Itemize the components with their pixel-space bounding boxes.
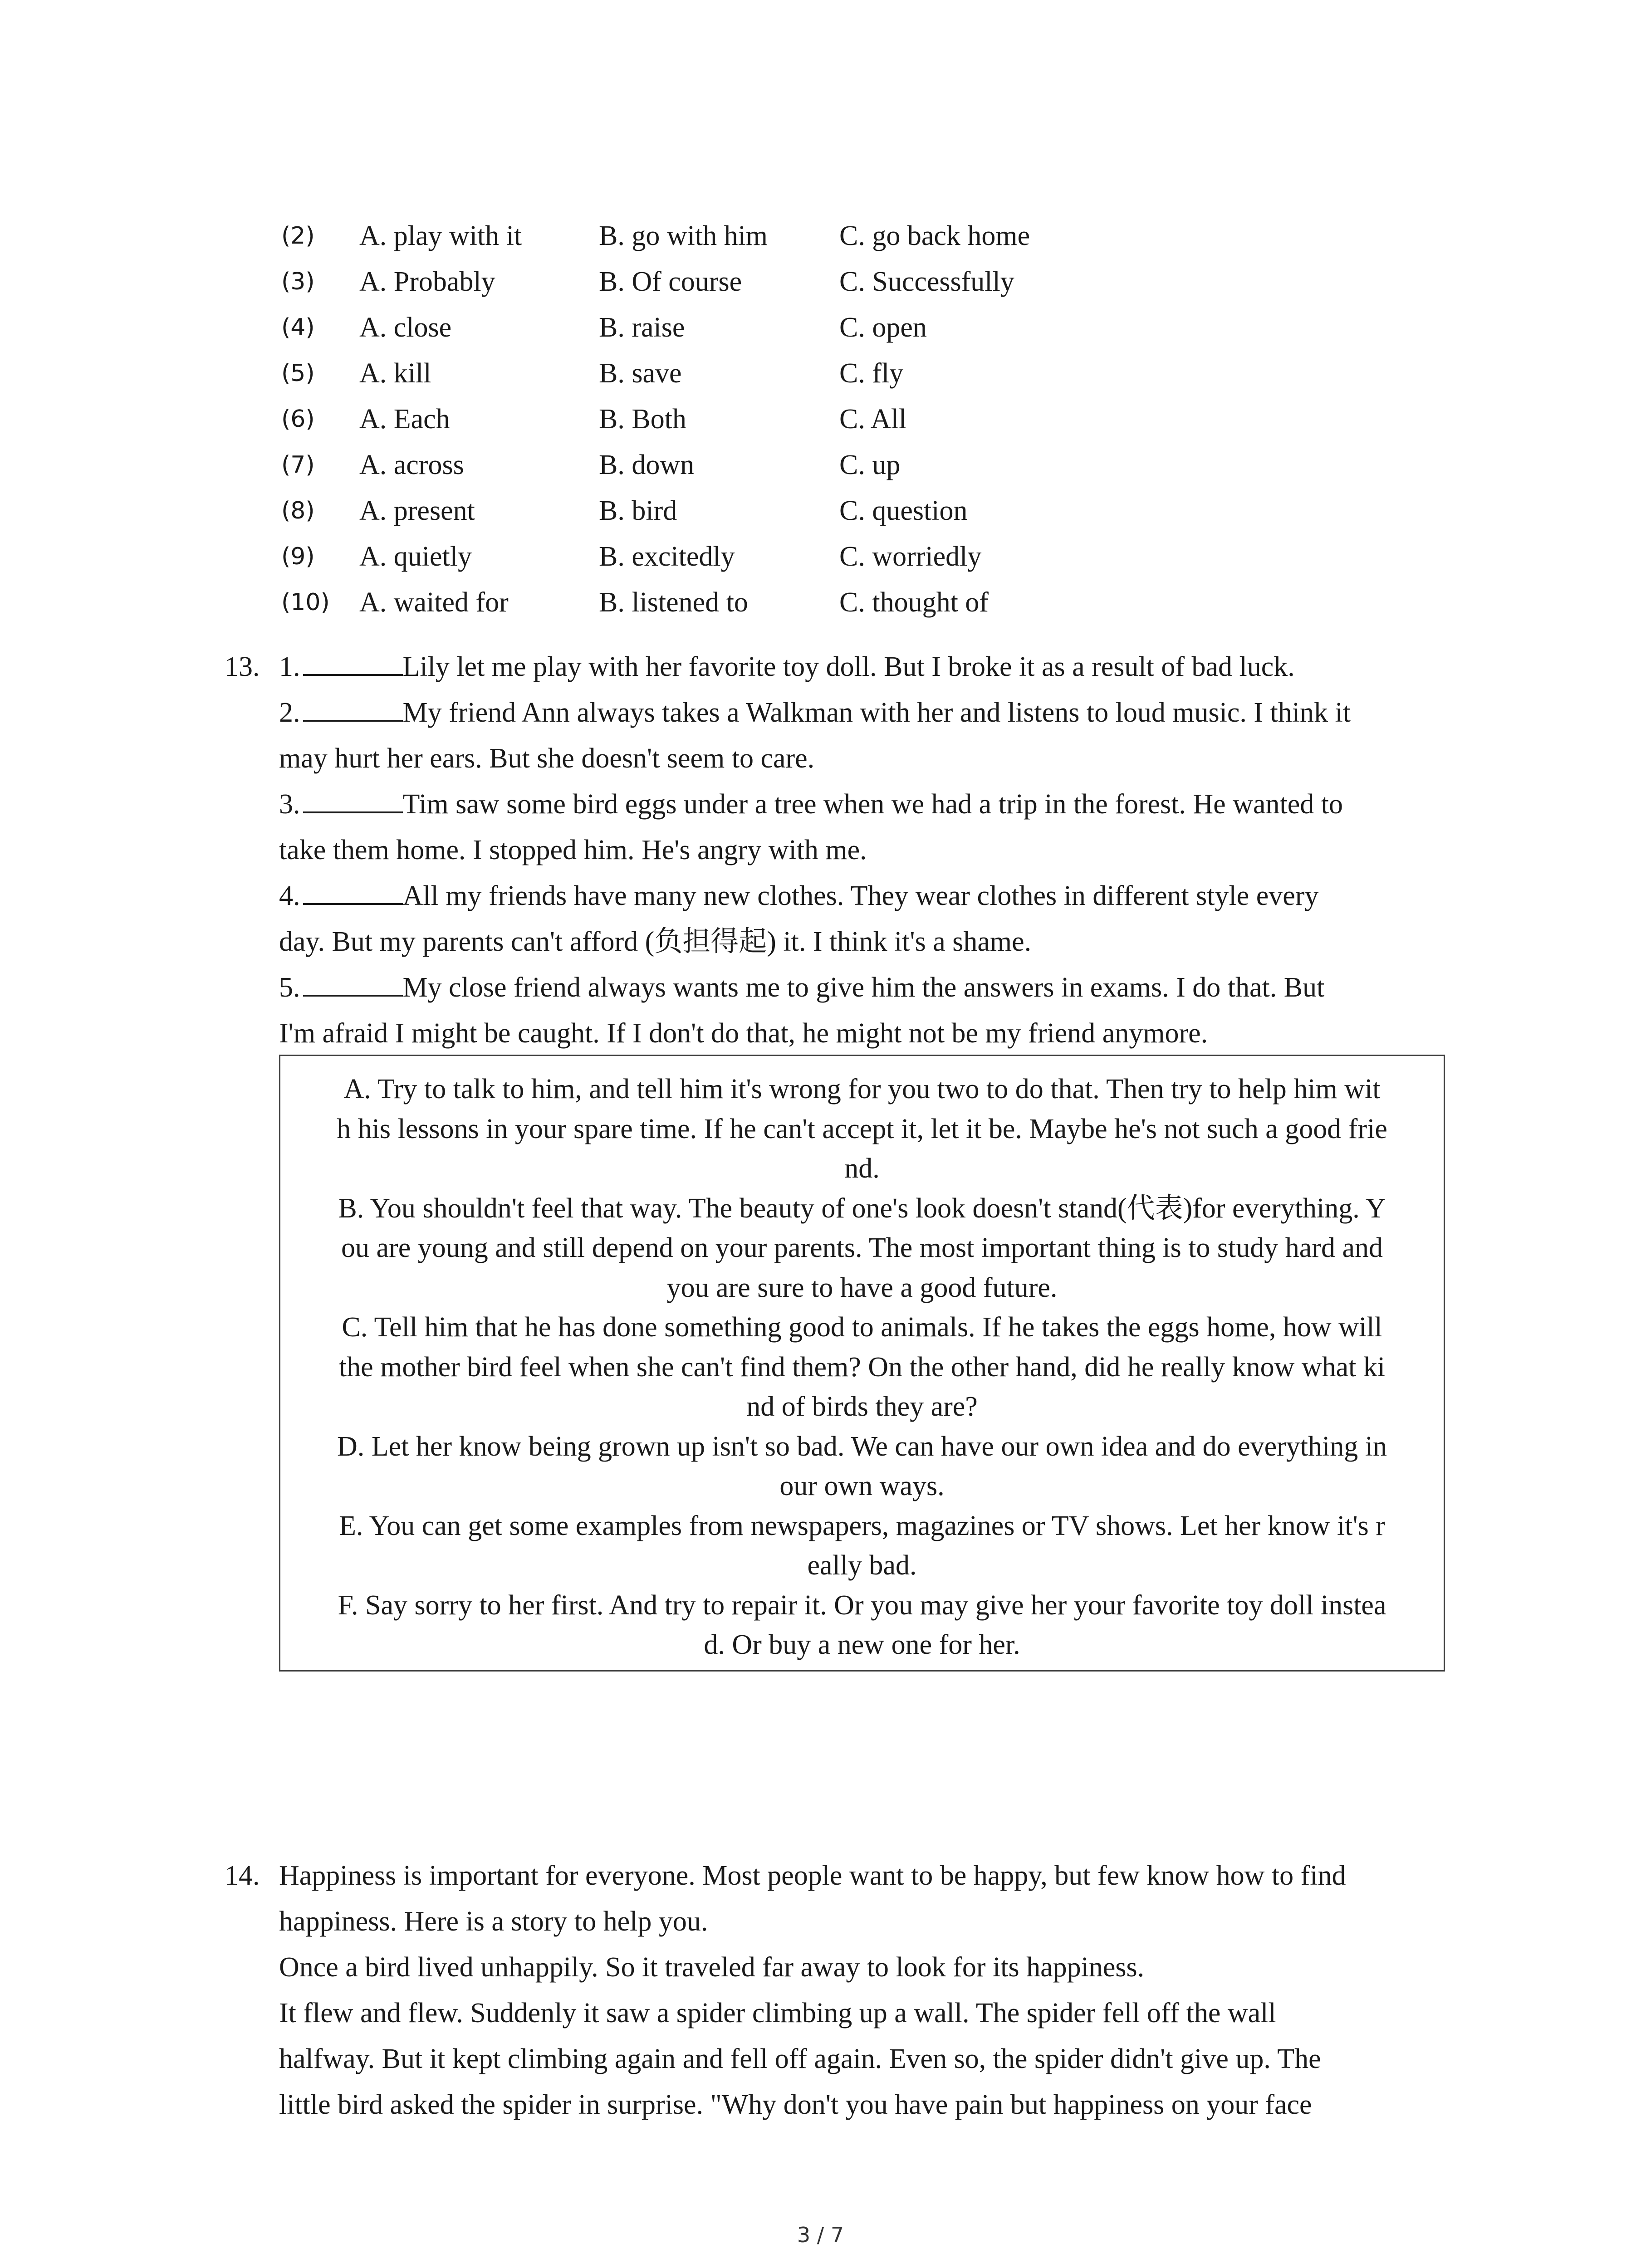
box-option-line: you are sure to have a good future. — [666, 1272, 1058, 1303]
option-a: A. waited for — [359, 587, 509, 618]
passage-line: Happiness is important for everyone. Most people want to be happy, but few know how to find — [279, 1860, 1346, 1891]
question-13-number: 13. — [225, 651, 260, 682]
answer-blank — [303, 969, 403, 997]
box-option-line: D. Let her know being grown up isn't so bad. We can have our own idea and do everything in — [337, 1431, 1387, 1462]
option-number: (10) — [281, 589, 330, 616]
item-text-continued: I'm afraid I might be caught. If I don't do that, he might not be my friend anymore. — [279, 1018, 1208, 1049]
option-b: B. bird — [599, 495, 677, 526]
item-text: My friend Ann always takes a Walkman with her and listens to loud music. I think it — [402, 697, 1351, 728]
option-c: C. All — [839, 404, 907, 435]
option-b: B. save — [599, 358, 682, 389]
option-number: (2) — [281, 222, 315, 249]
question-13-item — [279, 690, 1459, 736]
item-label: 1. — [279, 651, 300, 682]
item-text: My close friend always wants me to give him the answers in exams. I do that. But — [402, 972, 1325, 1003]
option-b: B. Both — [599, 404, 686, 435]
box-option-line: A. Try to talk to him, and tell him it's wrong for you two to do that. Then try to help him wit — [343, 1074, 1381, 1105]
box-option-line: B. You shouldn't feel that way. The beauty of one's look doesn't stand(代表)for everything. Y — [338, 1193, 1386, 1224]
option-c: C. Successfully — [839, 266, 1014, 297]
passage-line: Once a bird lived unhappily. So it traveled far away to look for its happiness. — [279, 1952, 1145, 1983]
item-label: 3. — [279, 789, 300, 820]
question-13-items — [279, 644, 1459, 1056]
question-13-item — [279, 782, 1459, 827]
item-label: 2. — [279, 697, 300, 728]
option-a: A. across — [359, 450, 464, 480]
item-text: Tim saw some bird eggs under a tree when we had a trip in the forest. He wanted to — [402, 789, 1343, 820]
option-b: B. listened to — [599, 587, 748, 618]
option-number: (6) — [281, 406, 315, 433]
question-14-passage — [279, 1853, 1459, 2128]
option-c: C. go back home — [839, 220, 1030, 251]
option-c: C. worriedly — [839, 541, 982, 572]
option-a: A. present — [359, 495, 475, 526]
answer-blank — [303, 694, 403, 722]
option-number: (7) — [281, 451, 315, 479]
box-option-line: our own ways. — [779, 1471, 945, 1501]
option-a: A. quietly — [359, 541, 472, 572]
passage-line: halfway. But it kept climbing again and fell off again. Even so, the spider didn't give up. The — [279, 2043, 1321, 2074]
item-text: Lily let me play with her favorite toy doll. But I broke it as a result of bad luck. — [402, 651, 1295, 682]
passage-line: little bird asked the spider in surprise. "Why don't you have pain but happiness on your face — [279, 2089, 1312, 2120]
option-b: B. raise — [599, 312, 685, 343]
passage-line: It flew and flew. Suddenly it saw a spider climbing up a wall. The spider fell off the wall — [279, 1998, 1276, 2028]
option-number: (9) — [281, 543, 315, 570]
item-text: All my friends have many new clothes. They wear clothes in different style every — [402, 880, 1319, 911]
box-option-line: d. Or buy a new one for her. — [704, 1629, 1020, 1660]
question-14-number: 14. — [225, 1860, 260, 1891]
box-option-line: eally bad. — [807, 1550, 917, 1581]
box-option-line: nd. — [844, 1153, 880, 1184]
option-c: C. fly — [839, 358, 904, 389]
item-text-continued: day. But my parents can't afford (负担得起) it. I think it's a shame. — [279, 926, 1032, 957]
option-b: B. down — [599, 450, 695, 480]
option-number: (5) — [281, 360, 315, 387]
option-number: (4) — [281, 314, 315, 341]
box-option-line: h his lessons in your spare time. If he can't accept it, let it be. Maybe he's not such a good frie — [337, 1113, 1387, 1144]
option-c: C. thought of — [839, 587, 989, 618]
answer-blank — [303, 786, 403, 813]
question-13-item — [279, 873, 1459, 919]
option-b: B. Of course — [599, 266, 742, 297]
option-a: A. kill — [359, 358, 431, 389]
option-b: B. go with him — [599, 220, 768, 251]
option-number: (8) — [281, 497, 315, 524]
box-option-line: nd of birds they are? — [746, 1391, 978, 1422]
option-c: C. open — [839, 312, 927, 343]
option-c: C. up — [839, 450, 901, 480]
box-option-line: ou are young and still depend on your parents. The most important thing is to study hard and — [341, 1232, 1383, 1263]
answer-blank — [303, 649, 403, 676]
answer-options-box — [279, 1055, 1445, 1672]
option-b: B. excitedly — [599, 541, 735, 572]
box-option-line: E. You can get some examples from newspapers, magazines or TV shows. Let her know it's r — [339, 1510, 1385, 1541]
option-c: C. question — [839, 495, 968, 526]
item-text-continued: take them home. I stopped him. He's angry with me. — [279, 835, 867, 865]
option-number: (3) — [281, 268, 315, 295]
question-13-item — [279, 644, 1459, 690]
item-label: 4. — [279, 880, 300, 911]
page-number: 3 / 7 — [797, 2223, 844, 2247]
item-label: 5. — [279, 972, 300, 1003]
question-13-item — [279, 965, 1459, 1011]
option-a: A. Probably — [359, 266, 495, 297]
option-a: A. close — [359, 312, 452, 343]
box-option-line: F. Say sorry to her first. And try to repair it. Or you may give her your favorite toy doll instea — [338, 1589, 1386, 1621]
box-option-line: the mother bird feel when she can't find them? On the other hand, did he really know what ki — [338, 1351, 1386, 1383]
option-a: A. play with it — [359, 220, 522, 251]
item-text-continued: may hurt her ears. But she doesn't seem to care. — [279, 743, 815, 774]
passage-line: happiness. Here is a story to help you. — [279, 1906, 708, 1937]
answer-blank — [303, 878, 403, 905]
option-a: A. Each — [359, 404, 450, 435]
box-option-line: C. Tell him that he has done something good to animals. If he takes the eggs home, how will — [342, 1312, 1382, 1343]
